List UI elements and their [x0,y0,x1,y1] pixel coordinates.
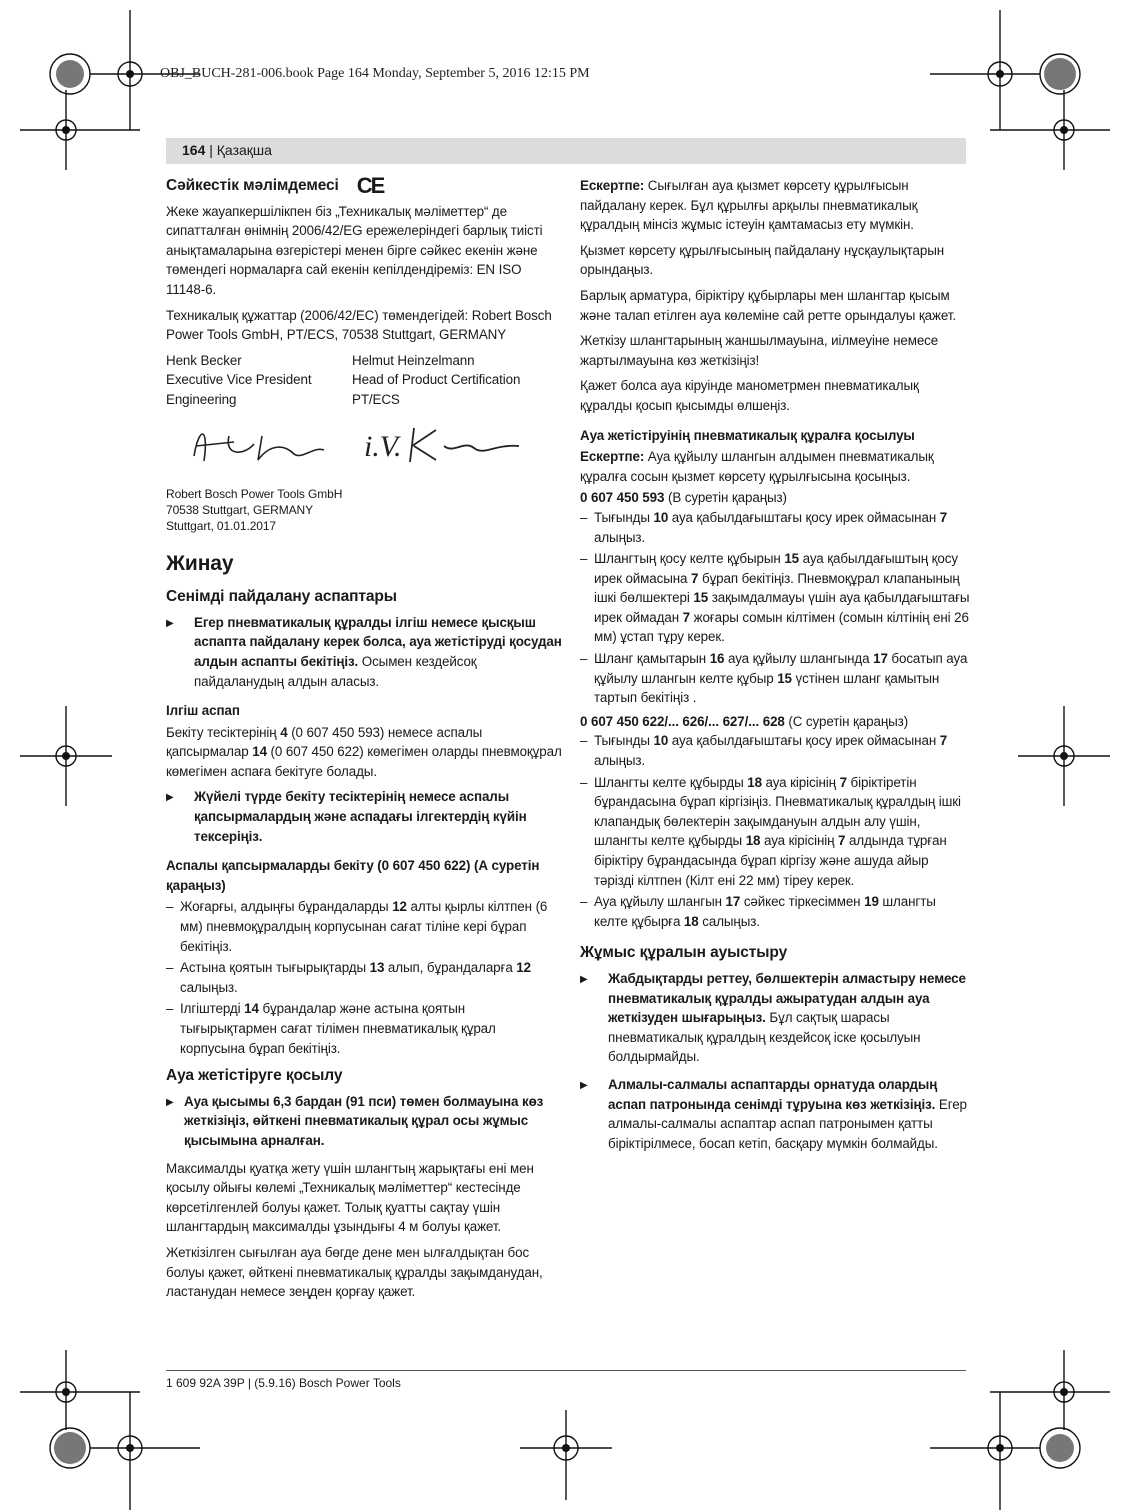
conformity-heading: Сәйкестік мәлімдемесі CE [166,173,384,198]
arrow-icon: ▶ [166,617,174,629]
note-1: Ескертпе: Сығылған ауа қызмет көрсету құрылғысын пайдалану керек. Бұл құрылғы арқылы пневматикалық құралдың мінсіз жұмыс істеуін қамтамасыз ету мүмкін. [580,178,918,233]
model-2-heading: 0 607 450 622/... 626/... 627/... 628 (С суретін қараңыз) [580,713,909,729]
page-footer: 1 609 92A 39P | (5.9.16) Bosch Power Tools [166,1376,401,1390]
signature-iv: i.V. [364,429,402,463]
right-column [580,176,970,1161]
list-item: – Шлангтың қосу келте құбырын 15 ауа қабылдағыштың қосу ирек оймасына 7 бұрап бекітіңіз. Пневмоқұрал клапанының ішкі бөлшектері 15 зақымдалмауы үшін ауа қабылдағыштағы ирек оймадан 7 жоғары сомын кілтімен (сомын кілтінің ені 26 мм) ұстап тұру керек. [580,551,970,645]
signatory-1-dept: Engineering [166,391,237,407]
list-item: – Шлангты келте құбырды 18 ауа кірісінің 7 біріктіретін бұрандасына бұрап кіргізіңіз. Пневматикалық құралдың ішкі клапандық бөлектерін зақымдануын алдын алу үшін, шлангты келте құбырды 18 ауа кірісінің 7 алдында тұрған біріктіру бұрандасында бұрап кіргізу және ашуда айыр тәрізді кілтпен (Кілт ені 22 мм) тіреу керек. [580,774,961,888]
handwritten-signatures [166,416,562,482]
footer-rule [166,1370,966,1371]
list-item: – Жоғарғы, алдыңғы бұрандаларды 12 алты қырлы кілтпен (6 мм) пневмоқұралдың корпусынан сағат тіліне кері бұрап бекітіңіз. [166,899,548,954]
left-column [166,173,562,1308]
assembly-heading: Жинау [166,551,234,575]
hanger-text: Бекіту тесіктерінің 4 (0 607 450 593) немесе аспалы қапсырмалар 14 (0 607 450 622) көмегімен оларды пневмоқұрал көмегімен аспаға бекітуге болады. [166,724,562,779]
list-item: – Ілгіштерді 14 бұрандалар және астына қоятын тығырықтармен сағат тілімен пневматикалық құрал корпусына бұрап бекітіңіз. [166,1001,496,1056]
list-item: – Тығынды 10 ауа қабылдағыштағы қосу ирек оймасынан 7 алыңыз. [580,733,948,769]
right-text-4: Қажет болса ауа кіруінде манометрмен пневматикалық құралды қосып қысымды өлшеңіз. [580,378,919,413]
signatory-1-name: Henk Becker [166,352,242,368]
tool-change-warning-1: ▶ Жабдықтарды реттеу, бөлшектерін алмастыру немесе пневматикалық құралды ажыратудан алдын ауа жеткізуден шығарыңыз. Бұл сақтық шарасы пневматикалық құралдың кездейсоқ іске қосылуын болдырмайды. [580,969,970,1067]
signatory-2-title: Head of Product Certification [352,372,521,388]
page-header: 164 | Қазақша [166,138,966,164]
ce-mark: CE [356,173,384,198]
list-item: – Тығынды 10 ауа қабылдағыштағы қосу ирек оймасынан 7 алыңыз. [580,509,948,545]
list-item: – Ауа құйылу шлангын 17 сәйкес тіркесіммен 19 шлангты келте құбырға 18 салыңыз. [580,894,936,929]
company-name: Robert Bosch Power Tools GmbH [166,486,343,501]
book-slug: OBJ_BUCH-281-006.book Page 164 Monday, September 5, 2016 12:15 PM [160,66,590,81]
arrow-icon: ▶ [580,1079,588,1091]
check-warning: ▶ Жүйелі түрде бекіту тесіктерінің немесе аспалы қапсырмалардың және аспадағы ілгектердің күйін тексеріңіз. [166,787,562,846]
arrow-icon: ▶ [166,792,174,804]
declaration-date: Stuttgart, 01.01.2017 [166,518,276,533]
list-item: – Астына қоятын тығырықтарды 13 алып, бұрандаларға 12 салыңыз. [166,960,531,995]
page-number: 164 [182,142,206,158]
air-supply-heading: Ауа жетістіруге қосылу [166,1067,343,1085]
air-pressure-warning: ▶ Ауа қысымы 6,3 бардан (91 пси) төмен болмауына көз жеткізіңіз, өйткені пневматикалық құрал осы жұмыс қысымына арналған. [166,1092,562,1151]
arrow-icon: ▶ [580,973,588,985]
conformity-text: Жеке жауапкершілікпен біз „Техникалық мәліметтер“ де сипатталған өнімнің 2006/42/EG ережелеріндегі барлық тиісті анықтамаларына өзгерістері менен бірге сәйкес екенін және төмендегі нормаларға сай екенін кепілдендіреміз: EN ISO 11148-6. [166,203,543,297]
safe-tools-heading: Сенімді пайдалану аспаптары [166,588,397,606]
tool-change-heading: Жұмыс құралын ауыстыру [580,944,788,962]
arrow-icon: ▶ [166,1096,174,1108]
connect-heading: Ауа жетістіруінің пневматикалық құралға қосылуы [580,427,915,443]
safe-tools-warning: ▶ Егер пневматикалық құралды ілгіш немесе қысқыш аспапта пайдалану керек болса, ауа жетістіруді қосудан алдын аспапты бекітіңіз. Осымен кездейсоқ пайдаланудың алдын аласыз. [166,613,562,691]
company-address: 70538 Stuttgart, GERMANY [166,502,314,517]
note-2: Ескертпе: Ауа құйылу шлангын алдымен пневматикалық құралға сосын қызмет көрсету құрылғысына қосыңыз. [580,449,934,484]
language-label: Қазақша [216,142,272,158]
right-text-1: Қызмет көрсету құрылғысының пайдалану нұсқаулықтарын орындаңыз. [580,242,945,278]
air-text-2: Жеткізілген сығылған ауа бөгде дене мен ылғалдықтан бос болуы қажет, өйткені пневматикалық құралды зақымданудан, ластанудан немесе зеңден қорғау қажет. [166,1244,543,1300]
list-item: – Шланг қамытарын 16 ауа құйылу шлангында 17 босатып ауа құйылу шлангын келте құбыр 15 үстінен шланг қамытын тартып бекітіңіз . [580,651,968,706]
signatory-2-name: Helmut Heinzelmann [352,352,475,368]
model-1-heading: 0 607 450 593 (В суретін қараңыз) [580,490,787,506]
right-text-2: Барлық арматура, біріктіру құбырлары мен шлангтар қысым және талап етілген ауа көлеміне сай ретте орындалуы қажет. [580,287,956,323]
signatory-2-dept: PT/ECS [352,391,400,407]
hanger-heading: Ілгіш аспап [166,703,240,719]
technical-file-text: Техникалық құжаттар (2006/42/EC) төмендегідей: Robert Bosch Power Tools GmbH, PT/ECS, 70538 Stuttgart, GERMANY [166,307,552,343]
right-text-3: Жеткізу шлангтарының жаншылмауына, иілмеуіне немесе жартылмауына көз жеткізіңіз! [580,333,939,368]
signatory-1-title: Executive Vice President [166,372,312,388]
brackets-heading: Аспалы қапсырмаларды бекіту (0 607 450 622) (А суретін қараңыз) [166,858,540,893]
air-text-1: Максималды қуатқа жету үшін шлангтың жарықтағы ені мен қосылу ойығы көлемі „Техникалық мәліметтер“ кестесінде көрсетілгенлей болуы қажет. Толық қуатты сақтау үшін шлангтардың максималды ұзындығы 4 м болуы қажет. [166,1160,534,1235]
signatories [166,351,562,410]
tool-change-warning-2: ▶ Алмалы-салмалы аспаптарды орнатуда олардың аспап патронында сенімді тұруына көз жеткізіңіз. Егер алмалы-салмалы аспаптар аспап патронымен қатты біріктірілмесе, босап кетіп, басқару мүмкін болмайды. [580,1075,970,1153]
